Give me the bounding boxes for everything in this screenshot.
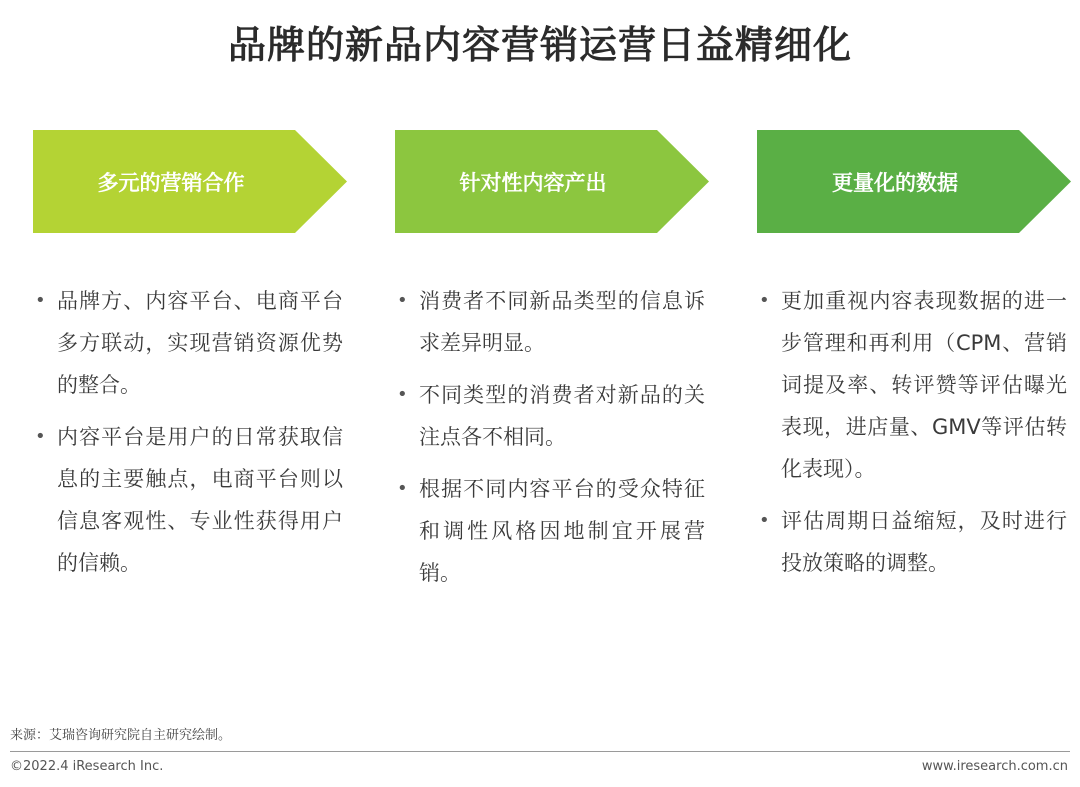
arrow-label: 多元的营销合作 <box>97 170 245 195</box>
bullet-icon: • <box>35 290 46 311</box>
arrow-header-2 <box>395 130 709 233</box>
list-item: • 评估周期日益缩短，及时进行投放策略的调整。 <box>757 500 1067 584</box>
bullet-list <box>395 280 705 604</box>
bullet-icon: • <box>35 426 46 447</box>
copyright: ©2022.4 iResearch Inc. <box>10 759 164 774</box>
website-link[interactable]: www.iresearch.com.cn <box>921 759 1068 774</box>
list-item: • 消费者不同新品类型的信息诉求差异明显。 <box>395 280 705 364</box>
arrow-label: 更量化的数据 <box>832 170 958 195</box>
list-item: • 品牌方、内容平台、电商平台多方联动，实现营销资源优势的整合。 <box>33 280 343 406</box>
bullet-icon: • <box>397 290 408 311</box>
column-quantified-data <box>757 130 1077 575</box>
bullet-list <box>757 280 1067 594</box>
bullet-icon: • <box>397 478 408 499</box>
arrow-label: 针对性内容产出 <box>459 170 607 195</box>
list-item: • 不同类型的消费者对新品的关注点各不相同。 <box>395 374 705 458</box>
arrow-header-1 <box>33 130 347 233</box>
column-marketing-cooperation <box>33 130 353 575</box>
list-item: • 更加重视内容表现数据的进一步管理和再利用（CPM、营销词提及率、转评赞等评估曝光表现，进店量、GMV等评估转化表现）。 <box>757 280 1067 490</box>
list-item: • 根据不同内容平台的受众特征和调性风格因地制宜开展营销。 <box>395 468 705 594</box>
bullet-icon: • <box>759 510 770 531</box>
bullet-list <box>33 280 343 594</box>
page-title: 品牌的新品内容营销运营日益精细化 <box>227 23 852 67</box>
arrow-header-3 <box>757 130 1071 233</box>
list-item: • 内容平台是用户的日常获取信息的主要触点，电商平台则以信息客观性、专业性获得用户的信赖。 <box>33 416 343 584</box>
footer-divider <box>10 751 1070 752</box>
bullet-icon: • <box>759 290 770 311</box>
column-targeted-content <box>395 130 715 585</box>
source-note: 来源：艾瑞咨询研究院自主研究绘制。 <box>10 728 232 743</box>
bullet-icon: • <box>397 384 408 405</box>
